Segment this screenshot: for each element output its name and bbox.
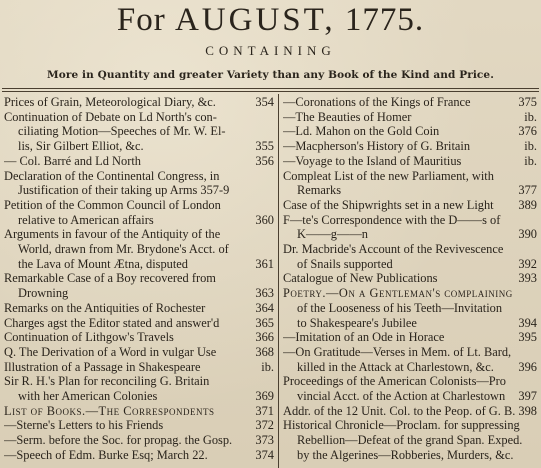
entry-line: Historical Chronicle—Proclam. for suppressing	[283, 418, 520, 433]
entry-line: by the Algerines—Robberies, Murders, &c.	[297, 447, 514, 462]
entry-line: lis, Sir Gilbert Elliot, &c.	[18, 139, 144, 154]
entry-line: the Lava of Mount Ætna, disputed	[18, 256, 188, 271]
page-number: 392	[518, 256, 537, 271]
entry-line: Sir R. H.'s Plan for reconciling G. Britain	[4, 374, 210, 389]
entry-line: —Coronations of the Kings of France	[283, 95, 471, 109]
entry-line: Arguments in favour of the Antiquity of the	[4, 227, 221, 242]
entry-line: of the Looseness of his Teeth—Invitation	[297, 300, 503, 315]
page-number: 365	[255, 315, 274, 330]
contents-entry	[4, 360, 274, 375]
contents-entry	[4, 271, 274, 300]
page-number: ib.	[524, 153, 537, 168]
title-month: AUGUST,	[174, 2, 336, 38]
subtitle: More in Quantity and greater Variety than any Book of the Kind and Price.	[47, 69, 494, 81]
column-divider	[278, 94, 279, 468]
contents-entry	[283, 154, 537, 169]
entry-line: Addr. of the 12 Unit. Col. to the Peop. of G. B.	[283, 403, 516, 418]
contents-entry	[283, 139, 537, 154]
entry-line: Illustration of a Passage in Shakespeare	[4, 359, 201, 374]
contents-entry	[283, 95, 537, 110]
header-rule-bottom	[2, 91, 539, 92]
entry-line: —Sterne's Letters to his Friends	[4, 418, 164, 433]
contents-entry	[283, 169, 537, 198]
entry-line: Remarks on the Antiquities of Rochester	[4, 300, 206, 315]
entry-line: —Ld. Mahon on the Gold Coin	[283, 124, 440, 139]
entry-line: Charges agst the Editor stated and answer'd	[4, 315, 220, 330]
header	[0, 0, 541, 83]
page-number: 354	[255, 95, 274, 109]
header-rule-top	[2, 88, 539, 89]
contents-entry	[283, 286, 537, 330]
page-number: 371	[255, 403, 274, 418]
page-number: 375	[518, 95, 537, 109]
contents-entry	[4, 345, 274, 360]
entry-line: killed in the Attack at Charlestown, &c.	[297, 359, 494, 374]
entry-line: to Shakespeare's Jubilee	[297, 315, 417, 330]
contents-entry	[283, 330, 537, 345]
page-number: 366	[255, 330, 274, 345]
page-number: 372	[255, 418, 274, 433]
contents-entry	[4, 418, 274, 433]
entry-line: —Voyage to the Island of Mauritius	[283, 153, 462, 168]
page-number: ib.	[261, 359, 274, 374]
contents-entry	[283, 345, 537, 374]
contents-entry	[4, 227, 274, 271]
page-number: 369	[255, 389, 274, 404]
entry-line: Drowning	[18, 286, 69, 301]
contents-entry	[283, 124, 537, 139]
contents-entry	[283, 110, 537, 125]
entry-line: Poetry.—On a Gentleman's complaining	[283, 286, 513, 301]
contents-entry	[4, 169, 274, 198]
entry-line: World, drawn from Mr. Brydone's Acct. of	[18, 242, 229, 257]
page-number: 361	[255, 256, 274, 271]
entry-line: — Col. Barré and Ld North	[4, 153, 141, 168]
page-number: 374	[255, 447, 274, 462]
entry-line: Justification of their taking up Arms 357-9	[18, 183, 230, 198]
contents-entry	[4, 154, 274, 169]
entry-line: Declaration of the Continental Congress, in	[4, 168, 220, 183]
entry-line: Catalogue of New Publications	[283, 271, 438, 286]
entry-line: K——g——n	[297, 227, 368, 242]
page-number: 363	[255, 286, 274, 301]
page-number: 396	[518, 359, 537, 374]
title-year: 1775.	[344, 2, 425, 38]
entry-line: —On Gratitude—Verses in Mem. of Lt. Bard,	[283, 344, 512, 359]
entry-line: Dr. Macbride's Account of the Revivescence	[283, 242, 504, 257]
page-title	[0, 0, 541, 38]
page-number: 376	[518, 124, 537, 139]
page-number: 360	[255, 212, 274, 227]
contents-entry	[283, 213, 537, 242]
contents-entry	[4, 198, 274, 227]
page-number: 368	[255, 344, 274, 359]
page-number: 397	[518, 389, 537, 404]
page-number: 398	[518, 403, 537, 418]
entry-line: Compleat List of the new Parliament, with	[283, 168, 494, 183]
entry-line: Q. The Derivation of a Word in vulgar Use	[4, 344, 217, 359]
entry-line: —The Beauties of Homer	[283, 109, 412, 124]
entry-line: Case of the Shipwrights set in a new Light	[283, 197, 494, 212]
page-number: ib.	[524, 109, 537, 124]
page-number: 373	[255, 433, 274, 448]
entry-line: relative to American affairs	[18, 212, 154, 227]
contents-entry	[4, 433, 274, 448]
contents-entry	[4, 374, 274, 403]
contents-entry	[4, 110, 274, 154]
contents-entry	[283, 271, 537, 286]
page-number: 364	[255, 300, 274, 315]
page-number: 390	[518, 227, 537, 242]
entry-line: Continuation of Debate on Ld North's con-	[4, 109, 217, 124]
entry-line: of Snails supported	[297, 256, 393, 271]
page-number: 389	[518, 197, 537, 212]
entry-line: Prices of Grain, Meteorological Diary, &c.	[4, 95, 216, 109]
entry-line: F—te's Correspondence with the D——s of	[283, 212, 501, 227]
entry-line: with her American Colonies	[18, 389, 158, 404]
contents-entry	[4, 330, 274, 345]
entry-line: Proceedings of the American Colonists—Pro	[283, 374, 507, 389]
page-number: 395	[518, 330, 537, 345]
contents-entry	[4, 95, 274, 110]
contents-entry	[283, 374, 537, 403]
entry-line: Continuation of Lithgow's Travels	[4, 330, 174, 345]
entry-line: —Speech of Edm. Burke Esq; March 22.	[4, 447, 208, 462]
entry-line: Petition of the Common Council of London	[4, 197, 221, 212]
entry-line: ciliating Motion—Speeches of Mr. W. El-	[18, 124, 226, 139]
contents-entry	[4, 316, 274, 331]
entry-line: —Serm. before the Soc. for propag. the Gosp.	[4, 433, 233, 448]
entry-line: Remarks	[297, 183, 342, 198]
contents-entry	[4, 448, 274, 463]
contents-right-column	[283, 95, 537, 463]
contents-entry	[4, 404, 274, 419]
title-prefix: For	[116, 2, 166, 38]
contents-entry	[283, 404, 537, 419]
contents-entry	[283, 242, 537, 271]
entry-line: Rebellion—Defeat of the grand Span. Exped.	[297, 433, 523, 448]
contents-entry	[283, 418, 537, 462]
contents-entry	[4, 301, 274, 316]
page-number: ib.	[524, 139, 537, 154]
page-number: 355	[255, 139, 274, 154]
page-number: 377	[518, 183, 537, 198]
entry-line: List of Books.—The Correspondents	[4, 403, 215, 418]
contents-left-column	[4, 95, 274, 463]
page-number: 393	[518, 271, 537, 286]
page-number: 394	[518, 315, 537, 330]
entry-line: Remarkable Case of a Boy recovered from	[4, 271, 216, 286]
page-number: 356	[255, 153, 274, 168]
entry-line: —Macpherson's History of G. Britain	[283, 139, 471, 154]
containing-heading: CONTAINING	[205, 43, 336, 58]
entry-line: —Imitation of an Ode in Horace	[283, 330, 445, 345]
entry-line: vincial Acct. of the Action at Charlestown	[297, 389, 506, 404]
contents-entry	[283, 198, 537, 213]
